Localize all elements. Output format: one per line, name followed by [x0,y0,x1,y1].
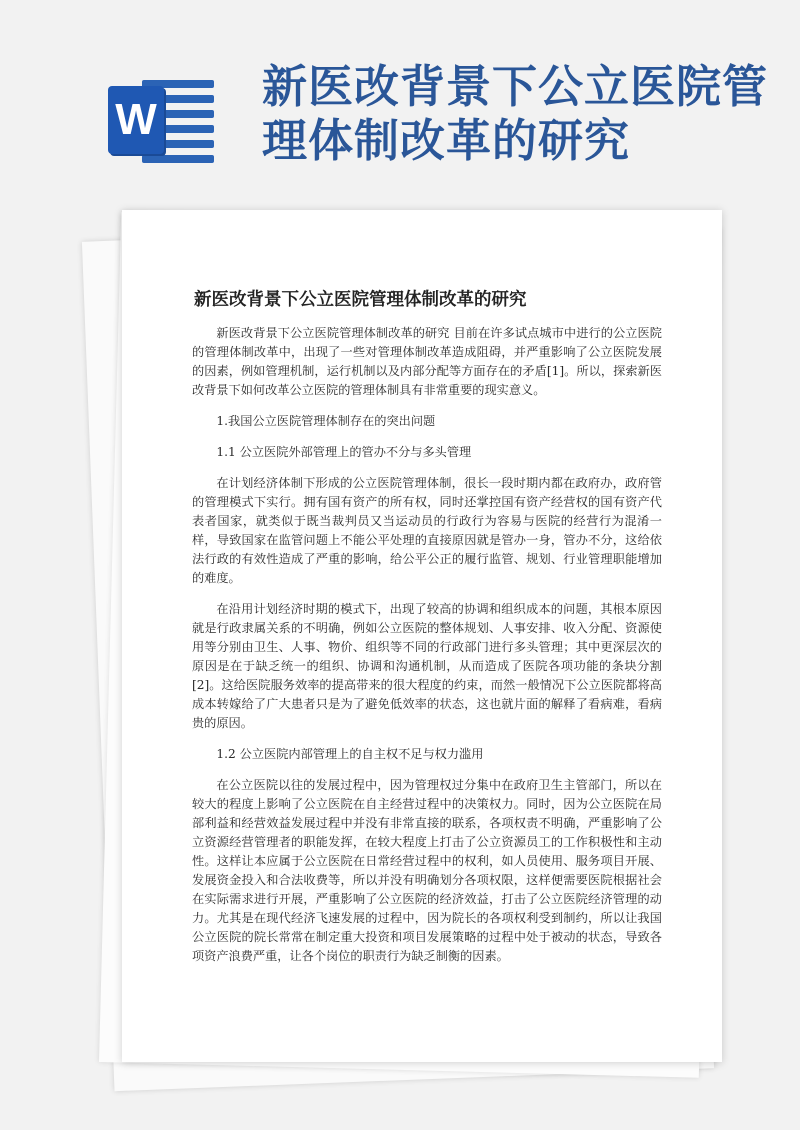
paragraph: 在沿用计划经济时期的模式下，出现了较高的协调和组织成本的问题，其根本原因就是行政隶属关系的不明确，例如公立医院的整体规划、人事安排、收入分配、资源使用等分别由卫生、人事、物价、组织等不同的行政部门进行多头管理；其中更深层次的原因是在于缺乏统一的组织、协调和沟通机制，从而造成了医院各项功能的条块分割[2]。这给医院服务效率的提高带来的很大程度的约束，而然一般情况下公立医院都将高成本转嫁给了广大患者只是为了避免低效率的状态，这也就片面的解释了看病难，看病贵的原因。 [192,602,662,730]
paragraph: 新医改背景下公立医院管理体制改革的研究 目前在许多试点城市中进行的公立医院的管理体制改革中，出现了一些对管理体制改革造成阻碍，并严重影响了公立医院发展的因素，例如管理机制，运行机制以及内部分配等方面存在的矛盾[1]。所以，探索新医改背景下如何改革公立医院的管理体制具有非常重要的现实意义。 [192,326,662,397]
banner [0,0,800,200]
section-heading: 1.2 公立医院内部管理上的自主权不足与权力滥用 [216,747,484,761]
paragraph: 在计划经济体制下形成的公立医院管理体制，很长一段时期内都在政府办，政府管的管理模式下实行。拥有国有资产的所有权，同时还掌控国有资产经营权的国有资产代表者国家，就类似于既当裁判员又当运动员的行政行为容易与医院的经营行为混淆一样，导致国家在监管问题上不能公平处理的直接原因就是管办一身，管办不分，这给依法行政的有效性造成了严重的影响，给公平公正的履行监管、规划、行业管理职能增加的难度。 [192,476,662,585]
word-logo-badge: W [108,86,164,154]
document-body [192,324,662,978]
section-heading: 1.我国公立医院管理体制存在的突出问题 [216,414,436,428]
banner-title: 新医改背景下公立医院管理体制改革的研究 [262,60,769,167]
word-document-icon [108,72,218,168]
document-page [122,210,722,1062]
section-heading: 1.1 公立医院外部管理上的管办不分与多头管理 [216,445,472,459]
paragraph: 在公立医院以往的发展过程中，因为管理权过分集中在政府卫生主管部门，所以在较大的程度上影响了公立医院在自主经营过程中的决策权力。同时，因为公立医院在局部利益和经营效益发展过程中并没有非常直接的联系，各项权责不明确，严重影响了公立资源经营管理者的职能发挥，在较大程度上打击了公立资源员工的工作积极性和主动性。这样让本应属于公立医院在日常经营过程中的权利，如人员使用、服务项目开展、发展资金投入和合法收费等，所以并没有明确划分各项权限，这样便需要医院根据社会在实际需求进行开展，严重影响了公立医院的经济效益，打击了公立医院经济管理的动力。尤其是在现代经济飞速发展的过程中，因为院长的各项权利受到制约，所以让我国公立医院的院长常常在制定重大投资和项目发展策略的过程中处于被动的状态，导致各项资产浪费严重，让各个岗位的职责行为缺乏制衡的因素。 [192,778,662,963]
document-title: 新医改背景下公立医院管理体制改革的研究 [194,290,527,310]
